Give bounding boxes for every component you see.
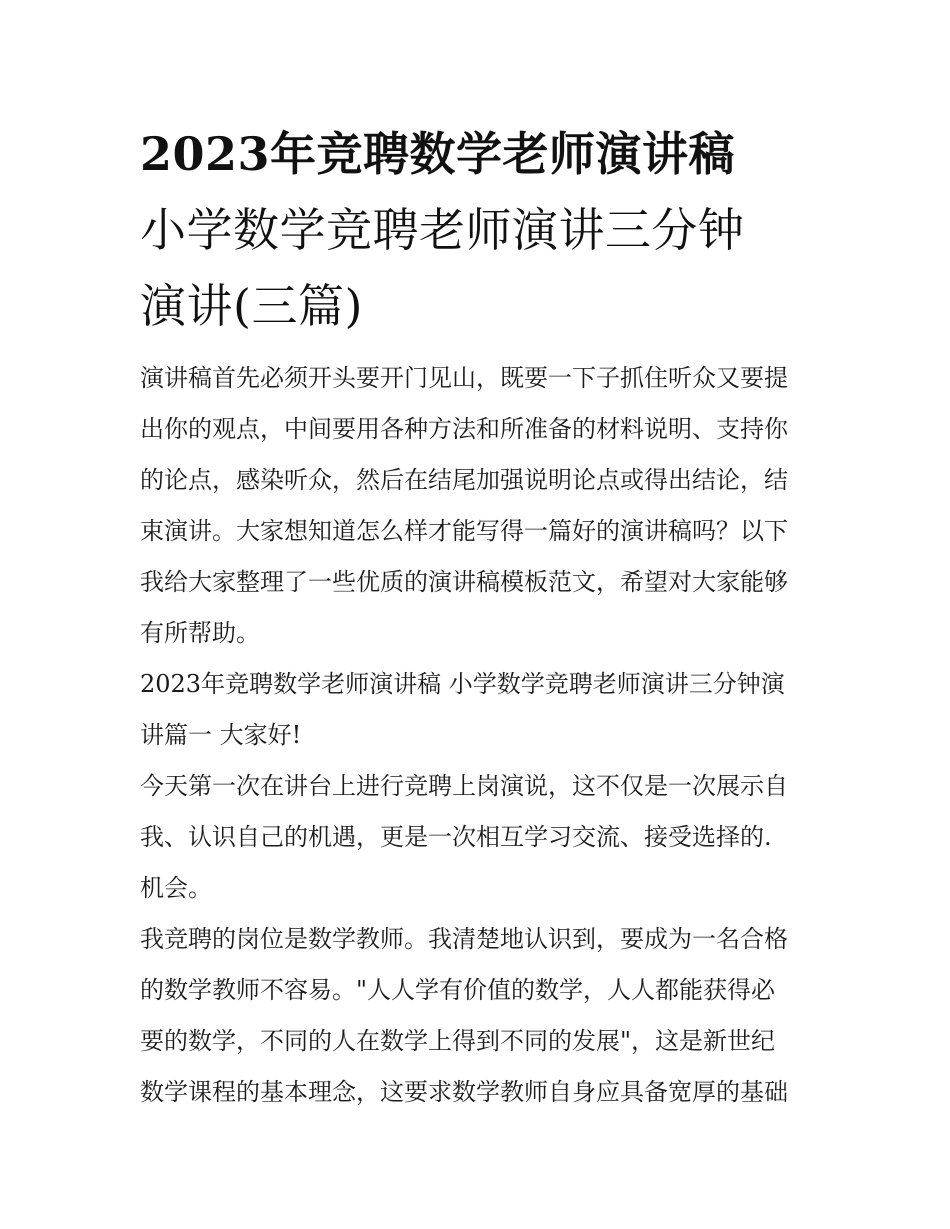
title-line: 演讲(三篇) — [140, 279, 363, 333]
document-body — [140, 353, 820, 1118]
body-line: 讲篇一 大家好! — [140, 721, 302, 749]
title-line: 小学数学竞聘老师演讲三分钟 — [140, 203, 745, 257]
body-line: 出你的观点，中间要用各种方法和所准备的材料说明、支持你 — [140, 415, 788, 443]
body-line: 演讲稿首先必须开头要开门见山，既要一下子抓住听众又要提 — [140, 364, 788, 392]
body-line: 我、认识自己的机遇，更是一次相互学习交流、接受选择的. — [140, 823, 772, 851]
body-line: 2023年竞聘数学老师演讲稿 小学数学竞聘老师演讲三分钟演 — [140, 670, 785, 698]
body-line: 机会。 — [140, 874, 212, 902]
body-line: 今天第一次在讲台上进行竞聘上岗演说，这不仅是一次展示自 — [140, 772, 788, 800]
document-title — [140, 116, 820, 344]
title-line: 2023年竞聘数学老师演讲稿 — [140, 127, 736, 181]
body-line: 要的数学，不同的人在数学上得到不同的发展"，这是新世纪 — [140, 1027, 776, 1055]
body-line: 数学课程的基本理念，这要求数学教师自身应具备宽厚的基础 — [140, 1078, 788, 1106]
body-line: 束演讲。大家想知道怎么样才能写得一篇好的演讲稿吗？以下 — [140, 517, 788, 545]
body-line: 的数学教师不容易。"人人学有价值的数学，人人都能获得必 — [140, 976, 776, 1004]
body-line: 我给大家整理了一些优质的演讲稿模板范文，希望对大家能够 — [140, 568, 788, 596]
body-line: 我竞聘的岗位是数学教师。我清楚地认识到，要成为一名合格 — [140, 925, 788, 953]
body-line: 的论点，感染听众，然后在结尾加强说明论点或得出结论，结 — [140, 466, 788, 494]
body-line: 有所帮助。 — [140, 619, 260, 647]
